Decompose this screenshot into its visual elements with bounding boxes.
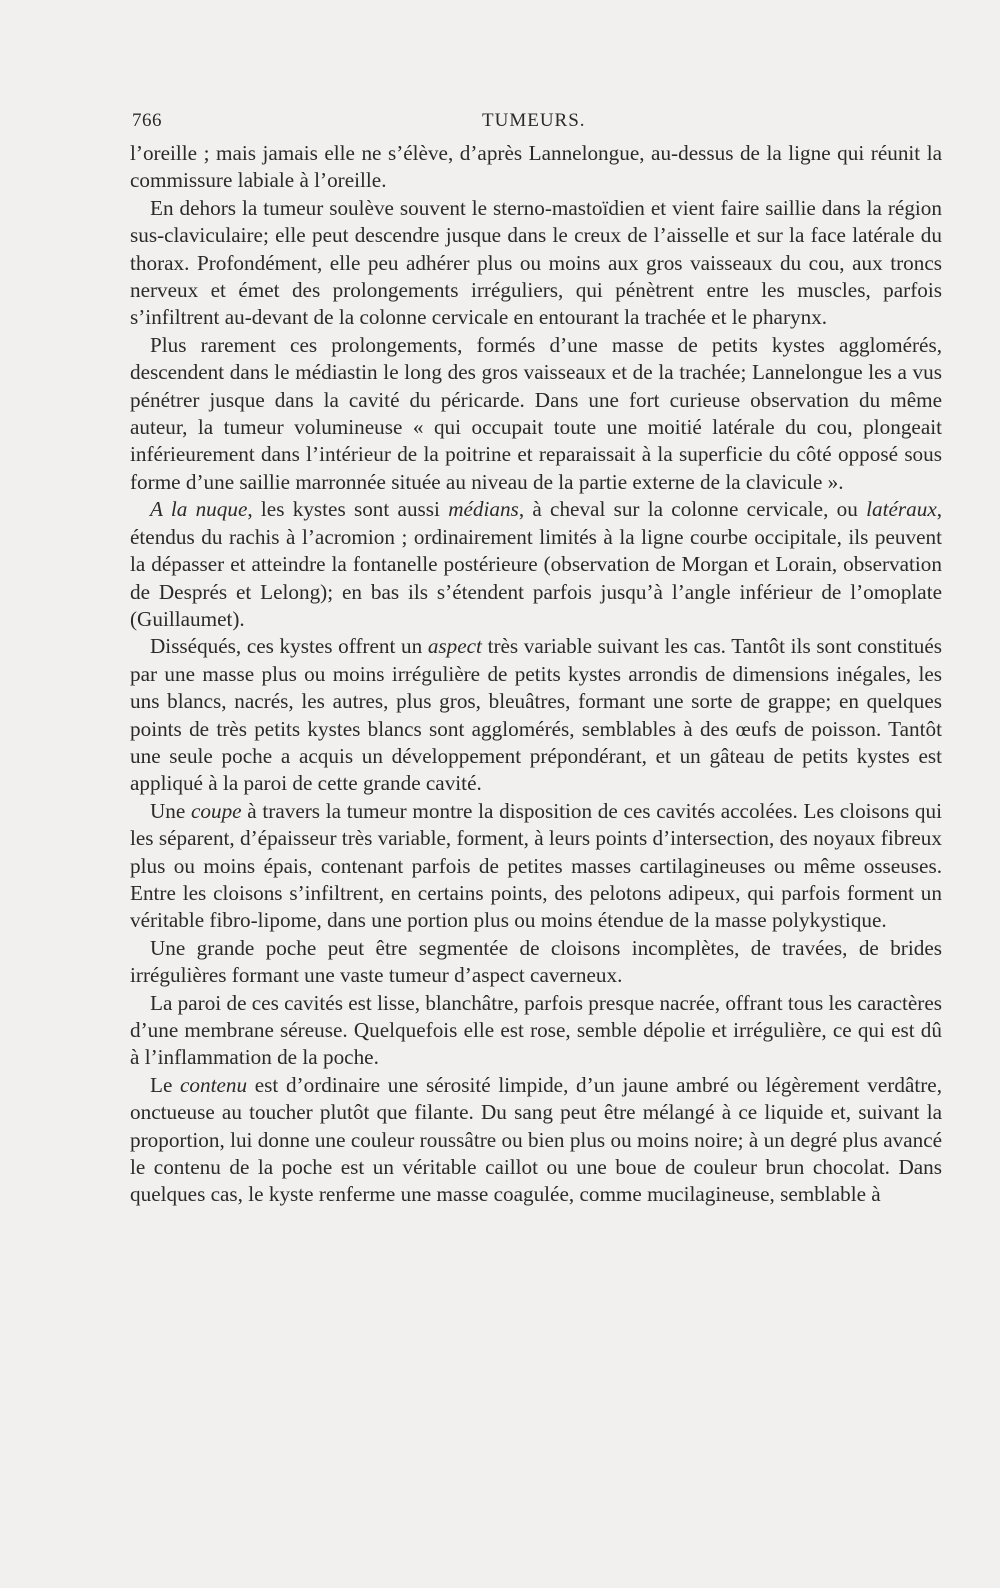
italic-text: aspect <box>427 634 482 659</box>
text-run: l’oreille ; mais jamais elle ne s’élève, d’après Lannelongue, au-dessus de la ligne qui réunit la commissure labiale à l’oreille. <box>130 141 942 193</box>
paragraph <box>130 1072 942 1209</box>
paragraph <box>130 633 942 797</box>
italic-text: coupe <box>191 798 242 823</box>
page-number: 766 <box>132 110 162 131</box>
text-run: , à cheval sur la colonne cervicale, ou <box>518 497 867 522</box>
text-run: très variable suivant les cas. Tantôt ils sont constitués par une masse plus ou moins irrégulière de petits kystes arrondis de dimensions inégales, les uns blancs, nacrés, les autres, plus gros, bleuâtres, formant une sorte de grappe; en quelques points de très petits kystes blancs sont agglomérés, semblables à des œufs de poisson. Tantôt une seule poche a acquis un développement prépondérant, et un gâteau de petits kystes est appliqué à la paroi de cette grande cavité. <box>130 634 942 796</box>
paragraph <box>130 332 942 496</box>
text-run: à travers la tumeur montre la disposition de ces cavités accolées. Les cloisons qui les séparent, d’épaisseur très variable, forment, à leurs points d’intersection, des noyaux fibreux plus ou moins épais, contenant parfois de petites masses cartilagineuses ou même osseuses. Entre les cloisons s’infiltrent, en certains points, des pelotons adipeux, qui parfois forment un véritable fibro-lipome, dans une portion plus ou moins étendue de la masse polykystique. <box>130 798 942 933</box>
italic-text: A la nuque <box>150 497 248 522</box>
paragraph <box>130 798 942 935</box>
paragraph <box>130 990 942 1072</box>
text-run: Disséqués, ces kystes offrent un <box>150 634 428 659</box>
text-run: , étendus du rachis à l’acromion ; ordinairement limités à la ligne courbe occipitale, ils peuvent la dépasser et atteindre la fontanelle postérieure (observation de Morgan et Lorain, observation de Després et Lelong); en bas ils s’étendent parfois jusqu’à l’angle inférieur de l’omoplate (Guillaumet). <box>130 497 943 631</box>
page-header <box>130 104 942 138</box>
text-run: En dehors la tumeur soulève souvent le sterno-mastoïdien et vient faire saillie dans la région sus-claviculaire; elle peut descendre jusque dans le creux de l’aisselle et sur la face latérale du thorax. Profondément, elle peu adhérer plus ou moins aux gros vaisseaux du cou, aux troncs nerveux et émet des prolongements irréguliers, qui pénètrent entre les muscles, parfois s’infiltrent au-devant de la colonne cervicale en entourant la trachée et le pharynx. <box>130 195 942 330</box>
text-run: Une <box>150 798 191 823</box>
italic-text: médians <box>448 497 519 522</box>
text-run: Plus rarement ces prolongements, formés d’une masse de petits kystes agglomérés, descendent dans le médiastin le long des gros vaisseaux et de la trachée; Lannelongue les a vus pénétrer jusque dans la cavité du péricarde. Dans une fort curieuse observation du même auteur, la tumeur volumineuse « qui occupait toute une moitié latérale du cou, plongeait inférieurement dans l’intérieur de la poitrine et reparaissait à la superficie du côté opposé sous forme d’une saillie marronnée située au niveau de la partie externe de la clavicule ». <box>130 332 942 494</box>
running-head: TUMEURS. <box>482 110 586 131</box>
body-text <box>130 140 942 1209</box>
text-run: Une grande poche peut être segmentée de cloisons incomplètes, de travées, de brides irrégulières formant une vaste tumeur d’aspect caverneux. <box>130 935 942 988</box>
text-run: Le <box>150 1072 181 1097</box>
text-run: est d’ordinaire une sérosité limpide, d’un jaune ambré ou légèrement verdâtre, onctueuse au toucher plutôt que filante. Du sang peut être mélangé à ce liquide et, suivant la proportion, lui donne une couleur roussâtre ou bien plus ou moins noire; à un degré plus avancé le contenu de la poche est un véritable caillot ou une boue de couleur brun chocolat. Dans quelques cas, le kyste renferme une masse coagulée, comme mucilagineuse, semblable à <box>130 1072 942 1207</box>
text-run: La paroi de ces cavités est lisse, blanchâtre, parfois presque nacrée, offrant tous les caractères d’une membrane séreuse. Quelquefois elle est rose, semble dépolie et irrégulière, ce qui est dû à l’inflammation de la poche. <box>130 990 943 1070</box>
paragraph <box>130 496 942 633</box>
paragraph <box>130 935 942 990</box>
italic-text: latéraux <box>866 497 937 522</box>
text-run: , les kystes sont aussi <box>247 497 449 522</box>
italic-text: contenu <box>180 1072 248 1097</box>
paragraph <box>130 195 942 332</box>
paragraph <box>130 140 942 195</box>
